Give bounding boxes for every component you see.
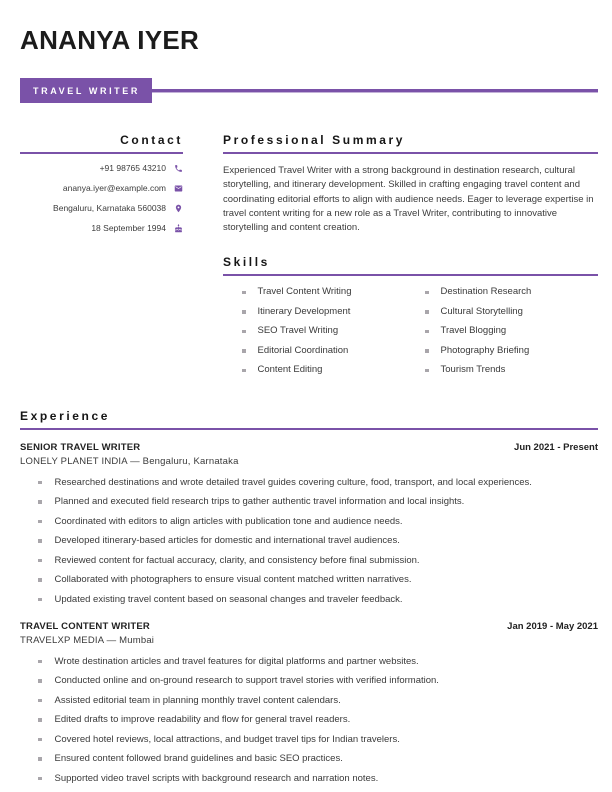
skill-item — [223, 346, 406, 356]
experience-section — [20, 409, 598, 786]
contact-section — [20, 133, 183, 243]
job-bullet — [38, 752, 598, 766]
job-bullet — [38, 554, 598, 568]
job-bullet — [38, 593, 598, 607]
experience-heading: Experience — [20, 409, 598, 430]
bullet-icon — [38, 598, 42, 602]
bullet-text: Reviewed content for factual accuracy, clarity, and consistency before final submission. — [54, 554, 420, 566]
job-bullet — [38, 733, 598, 747]
skill-item — [406, 365, 598, 375]
bullet-icon — [242, 330, 246, 334]
contact-item-birthday — [20, 223, 183, 234]
job-title-badge: TRAVEL WRITER — [20, 78, 152, 103]
bullet-text: Planned and executed field research trips to gather authentic travel information and local insights. — [54, 496, 465, 508]
phone-icon — [174, 164, 183, 173]
job-bullet — [38, 655, 598, 669]
skill-label: Tourism Trends — [440, 364, 506, 376]
bullet-text: Wrote destination articles and travel features for digital platforms and partner websites. — [54, 655, 419, 667]
skill-item — [223, 326, 406, 336]
job-bullet — [38, 534, 598, 548]
skills-heading: Skills — [223, 255, 598, 276]
bullet-text: Coordinated with editors to align articles with publication tone and audience needs. — [54, 515, 403, 527]
bullet-text: Collaborated with photographers to ensure visual content matched written narratives. — [54, 574, 412, 586]
job-bullet — [38, 772, 598, 786]
bullet-text: Conducted online and on-ground research to support travel stories with verified information. — [54, 675, 439, 687]
contact-list — [20, 163, 183, 234]
bullet-icon — [38, 559, 42, 563]
bullet-icon — [242, 310, 246, 314]
skill-label: Destination Research — [440, 286, 532, 298]
bullet-icon — [425, 369, 429, 373]
job-bullet — [38, 515, 598, 529]
contact-value: ananya.iyer@example.com — [62, 183, 166, 193]
bullet-icon — [38, 777, 42, 781]
skill-label: Content Editing — [257, 364, 323, 376]
skill-label: Editorial Coordination — [257, 344, 349, 356]
summary-section — [223, 133, 598, 235]
bullet-text: Covered hotel reviews, local attractions, and budget travel tips for Indian travelers. — [54, 733, 400, 745]
skill-item — [223, 287, 406, 297]
bullet-text: Supported video travel scripts with background research and narration notes. — [54, 772, 379, 784]
bullet-icon — [38, 679, 42, 683]
skill-item — [406, 326, 598, 336]
job-dates: Jun 2021 - Present — [514, 441, 598, 453]
bullet-icon — [425, 330, 429, 334]
skill-item — [406, 346, 598, 356]
job-bullet-list — [20, 476, 598, 607]
contact-item-location — [20, 203, 183, 214]
job-bullet-list — [20, 655, 598, 786]
contact-item-phone — [20, 163, 183, 174]
skill-label: Itinerary Development — [257, 305, 351, 317]
bullet-icon — [38, 757, 42, 761]
contact-value: Bengaluru, Karnataka 560038 — [53, 203, 166, 213]
skill-item — [223, 307, 406, 317]
skill-label: Photography Briefing — [440, 344, 530, 356]
job-bullet — [38, 674, 598, 688]
skill-label: Cultural Storytelling — [440, 305, 523, 317]
bullet-icon — [425, 349, 429, 353]
accent-divider — [152, 89, 598, 92]
bullet-text: Developed itinerary-based articles for domestic and international travel audiences. — [54, 535, 400, 547]
job-title: SENIOR TRAVEL WRITER — [20, 441, 141, 453]
skill-item — [406, 287, 598, 297]
summary-text: Experienced Travel Writer with a strong background in destination research, cultural storytelling, and itinerary development. Skilled in crafting engaging travel content and coordinating editorial efforts to align with audience needs. Eager to leverage expertise in travel content writing for a new role as a Travel Writer, contributing to innovative storytelling and content creation. — [223, 165, 594, 234]
job-company: LONELY PLANET INDIA — Bengaluru, Karnataka — [20, 455, 239, 467]
job-bullet — [38, 573, 598, 587]
bullet-text: Assisted editorial team in planning monthly travel content calendars. — [54, 694, 341, 706]
job-title: TRAVEL CONTENT WRITER — [20, 620, 150, 632]
bullet-icon — [38, 520, 42, 524]
bullet-icon — [38, 699, 42, 703]
bullet-icon — [242, 369, 246, 373]
birthday-icon — [174, 224, 183, 233]
skill-label: Travel Content Writing — [257, 286, 352, 298]
job-bullet — [38, 495, 598, 509]
summary-heading: Professional Summary — [223, 133, 598, 154]
bullet-icon — [38, 718, 42, 722]
bullet-icon — [38, 500, 42, 504]
bullet-icon — [38, 539, 42, 543]
job-bullet — [38, 713, 598, 727]
bullet-text: Researched destinations and wrote detailed travel guides covering culture, food, transport, and local experiences. — [54, 476, 532, 488]
job-bullet — [38, 694, 598, 708]
bullet-icon — [242, 349, 246, 353]
right-column — [223, 133, 598, 385]
title-badge-row — [20, 78, 598, 103]
skill-label: Travel Blogging — [440, 325, 507, 337]
skills-section — [223, 255, 598, 385]
bullet-text: Ensured content followed brand guidelines and basic SEO practices. — [54, 753, 343, 765]
page-title: ANANYA IYER — [20, 25, 200, 55]
contact-item-email — [20, 183, 183, 194]
email-icon — [174, 184, 183, 193]
bullet-icon — [425, 310, 429, 314]
bullet-icon — [425, 291, 429, 295]
bullet-icon — [38, 738, 42, 742]
skill-item — [406, 307, 598, 317]
contact-heading: Contact — [20, 133, 183, 154]
job-bullet — [38, 476, 598, 490]
bullet-icon — [38, 578, 42, 582]
bullet-icon — [38, 481, 42, 485]
contact-value: 18 September 1994 — [91, 223, 166, 233]
bullet-text: Updated existing travel content based on seasonal changes and traveler feedback. — [54, 593, 403, 605]
skills-list — [223, 287, 598, 385]
skill-label: SEO Travel Writing — [257, 325, 339, 337]
bullet-icon — [38, 660, 42, 664]
top-columns — [20, 133, 598, 385]
contact-value: +91 98765 43210 — [99, 163, 166, 173]
location-icon — [174, 204, 183, 213]
skill-item — [223, 365, 406, 375]
job-dates: Jan 2019 - May 2021 — [507, 620, 598, 632]
job-header — [20, 442, 598, 453]
job-company: TRAVELXP MEDIA — Mumbai — [20, 634, 155, 646]
bullet-icon — [242, 291, 246, 295]
bullet-text: Edited drafts to improve readability and flow for general travel readers. — [54, 714, 351, 726]
job-header — [20, 621, 598, 632]
